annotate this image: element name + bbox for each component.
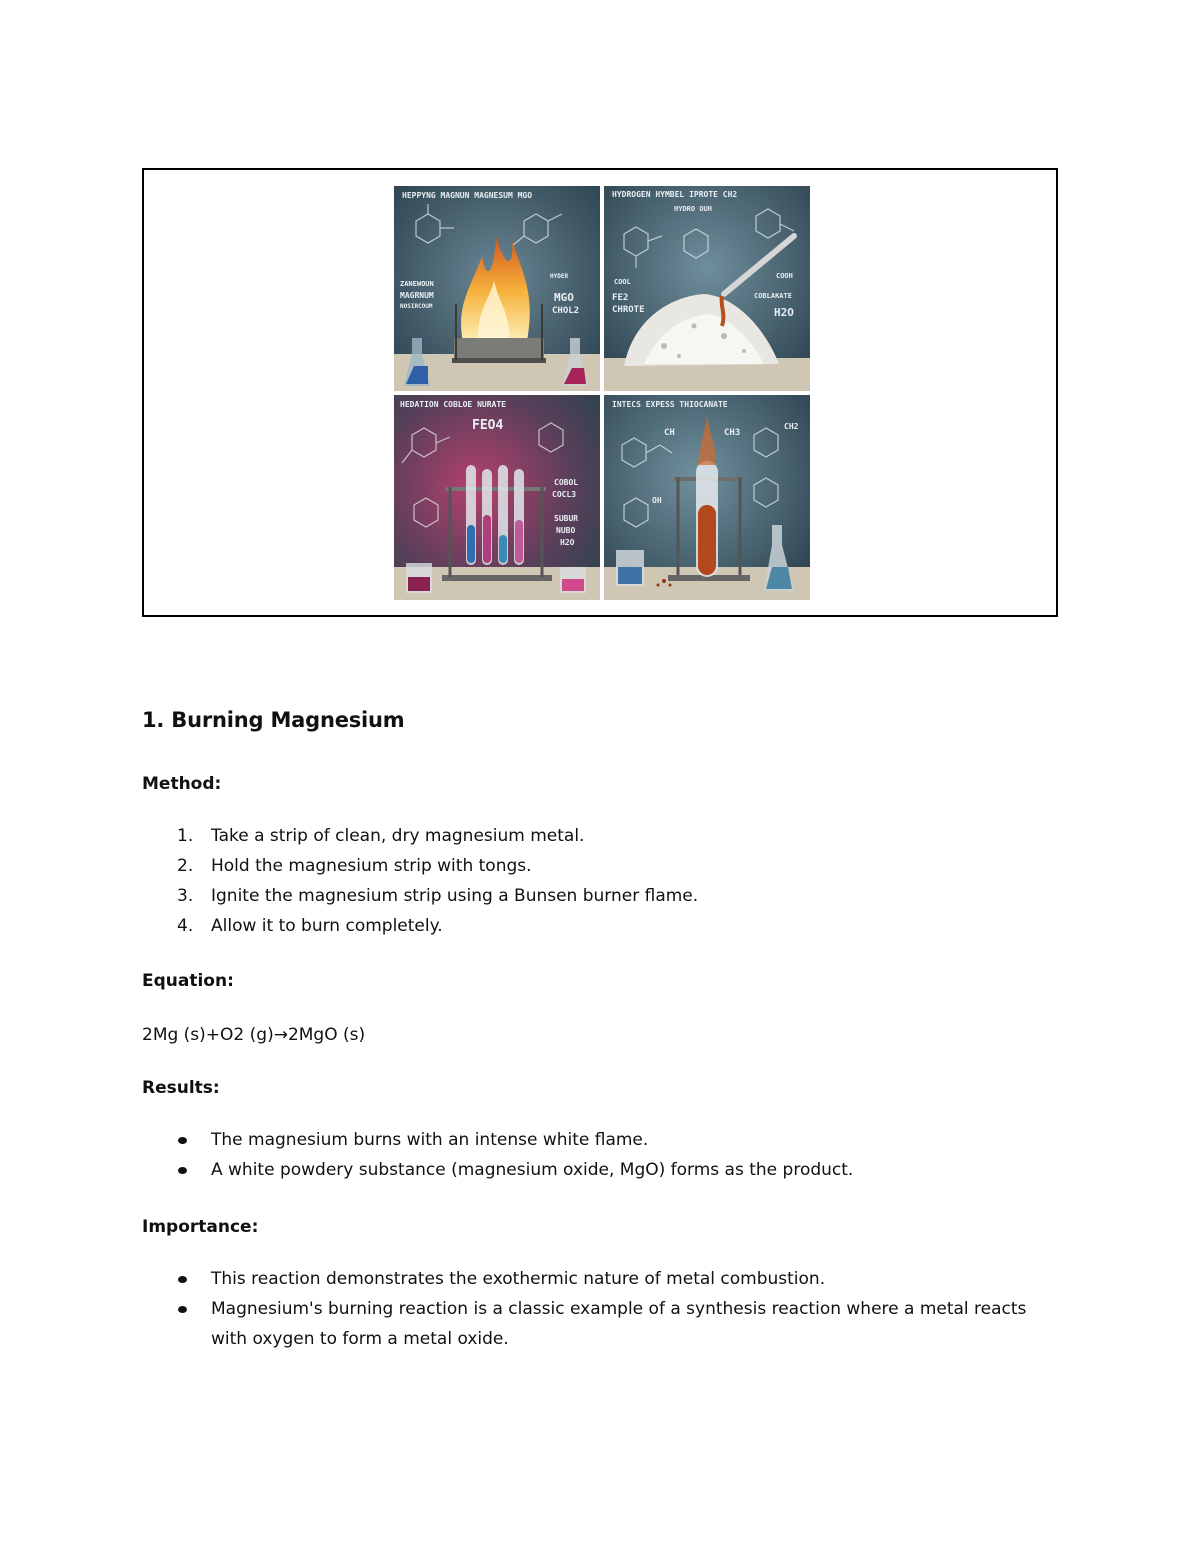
results-list	[142, 1125, 1062, 1185]
list-item	[142, 911, 1062, 941]
list-item	[142, 881, 1062, 911]
step-text: Take a strip of clean, dry magnesium metal.	[211, 826, 585, 846]
step-text: Allow it to burn completely.	[211, 916, 443, 936]
step-number: 2.	[177, 856, 194, 876]
list-item	[142, 821, 1062, 851]
svg-text:HYDRO OUH: HYDRO OUH	[674, 205, 712, 213]
section-heading: 1. Burning Magnesium	[142, 708, 405, 732]
importance-list	[142, 1264, 1052, 1354]
svg-text:CH2: CH2	[784, 422, 799, 431]
svg-text:CH: CH	[664, 428, 675, 438]
step-number: 3.	[177, 886, 194, 906]
results-label: Results:	[142, 1078, 220, 1098]
svg-text:COOH: COOH	[776, 272, 793, 280]
importance-label: Importance:	[142, 1217, 259, 1237]
figure-frame	[142, 168, 1058, 617]
step-text: Hold the magnesium strip with tongs.	[211, 856, 532, 876]
svg-text:OH: OH	[652, 496, 662, 505]
svg-text:NUBO: NUBO	[556, 526, 576, 535]
equation-label: Equation:	[142, 971, 234, 991]
svg-text:SUBUR: SUBUR	[554, 514, 579, 523]
chemistry-collage-image	[394, 186, 810, 600]
list-item: This reaction demonstrates the exothermic nature of metal combustion.	[142, 1264, 1052, 1294]
svg-text:HYDROGEN HYMBEL IPROTE CH2: HYDROGEN HYMBEL IPROTE CH2	[612, 190, 738, 199]
panel-test-tubes	[394, 395, 600, 600]
svg-text:COBLAKATE: COBLAKATE	[754, 292, 792, 300]
panel-white-powder	[604, 186, 810, 391]
svg-text:COOL: COOL	[614, 278, 631, 286]
svg-text:H2O: H2O	[774, 306, 794, 319]
svg-text:CHOL2: CHOL2	[552, 306, 580, 316]
step-text: Ignite the magnesium strip using a Bunsen burner flame.	[211, 886, 699, 906]
bullet-icon	[178, 1137, 187, 1144]
method-steps-list	[142, 821, 1062, 941]
list-item: The magnesium burns with an intense white flame.	[142, 1125, 1062, 1155]
step-number: 4.	[177, 916, 194, 936]
svg-text:ZANEWOUN: ZANEWOUN	[400, 280, 434, 288]
svg-text:COBOL: COBOL	[554, 478, 579, 487]
bullet-icon	[178, 1167, 187, 1174]
svg-text:NOSIRCOUM: NOSIRCOUM	[400, 303, 433, 310]
panel-title: HEPPYNG MAGNUN MAGNESUM MGO	[402, 191, 533, 200]
bullet-icon	[178, 1276, 187, 1283]
svg-text:HEDATION COBLOE NURATE: HEDATION COBLOE NURATE	[400, 400, 506, 409]
svg-text:COCL3: COCL3	[552, 490, 577, 499]
bullet-icon	[178, 1306, 187, 1313]
list-item: Magnesium's burning reaction is a classic example of a synthesis reaction where a metal reacts with oxygen to form a metal oxide.	[142, 1294, 1052, 1354]
svg-text:CH3: CH3	[724, 428, 741, 438]
svg-text:CHROTE: CHROTE	[612, 305, 645, 315]
method-label: Method:	[142, 774, 222, 794]
equation-text: 2Mg (s)+O2 (g)→2MgO (s)	[142, 1025, 366, 1045]
step-number: 1.	[177, 826, 194, 846]
svg-text:FE2: FE2	[612, 293, 629, 303]
panel-burning-magnesium	[394, 186, 600, 391]
svg-text:FEO4: FEO4	[472, 418, 504, 433]
svg-text:MAGRNUM: MAGRNUM	[400, 291, 434, 300]
panel-reaction-tube	[604, 395, 810, 600]
svg-text:INTECS EXPESS THIOCANATE: INTECS EXPESS THIOCANATE	[612, 400, 728, 409]
list-item: A white powdery substance (magnesium oxide, MgO) forms as the product.	[142, 1155, 1062, 1185]
list-item	[142, 851, 1062, 881]
svg-text:HYDER: HYDER	[550, 273, 569, 280]
svg-text:H2O: H2O	[560, 538, 575, 547]
svg-text:MGO: MGO	[554, 291, 574, 304]
